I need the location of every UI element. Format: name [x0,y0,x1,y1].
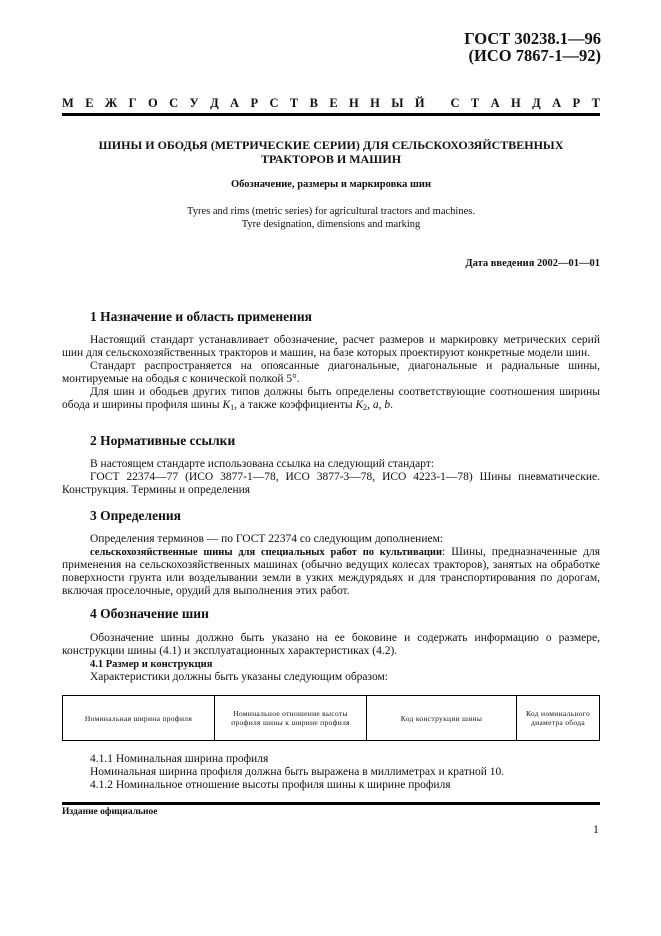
section-3-heading: 3 Определения [90,508,181,523]
item-4-1-1-heading: 4.1.1 Номинальная ширина профиля [90,753,269,765]
banner-letter: Г [128,96,137,110]
table-cell-nominal-width: Номинальная ширина профиля [63,696,215,741]
banner-letter: А [230,96,240,110]
section-3-definition: сельскохозяйственные шины для специальных работ по культивации: Шины, предназначенные для применения на сельскохозяйственных машинах (обычно ведущих колесах тракторов), занятых на обработке поверхности грунта или возделывании земли в узких междурядьях и для транспортирования по дорогам, включая проселочные, орудий для выполнения этих работ. [62,546,600,597]
section-2-paragraph-1: В настоящем стандарте использована ссылка на следующий стандарт: [90,458,435,470]
section-1-paragraph-3: Для шин и ободьев других типов должны быть определены соответствующие соотношения ширины обода и ширины профиля шины $K_1$, а также коэффициенты $K_2$, a, b. [62,386,600,412]
banner-letter: Ж [104,96,118,110]
table-cell-rim-diameter-code: Код номинального диаметра обода [517,696,600,741]
banner-letter: Т [470,96,480,110]
table-row [63,696,600,741]
section-1-heading: 1 Назначение и область применения [90,309,312,324]
banner-letter [436,96,439,111]
banner-letter: С [269,96,279,110]
title-line-1: ШИНЫ И ОБОДЬЯ (МЕТРИЧЕСКИЕ СЕРИИ) ДЛЯ СЕЛЬСКОХОЗЯЙСТВЕННЫХ [98,138,564,152]
banner-letter: Р [250,96,259,110]
banner-letter: Р [572,96,581,110]
banner-letter: Е [85,96,94,110]
banner-letter: Д [532,96,541,110]
interstate-standard-banner [62,96,600,111]
banner-letter: Д [210,96,219,110]
section-4-paragraph-1: Обозначение шины должно быть указано на ее боковине и содержать информацию о размере, конструкции шины (4.1) и эксплуатационных характеристиках (4.2). [62,632,600,657]
defined-term: сельскохозяйственные шины для специальных работ по культивации [90,547,443,558]
banner-letter: Е [329,96,338,110]
english-title-line-2: Tyre designation, dimensions and marking [241,219,421,230]
page-number: 1 [593,822,599,836]
tyre-designation-table [62,695,600,741]
introduction-date: Дата введения 2002—01—01 [465,258,600,269]
table-cell-aspect-ratio: Номинальное отношение высоты профиля шины к ширине профиля [215,696,367,741]
banner-letter: У [189,96,199,110]
official-edition-note: Издание официальное [62,807,158,817]
banner-letter: Т [289,96,299,110]
banner-letter: В [309,96,318,110]
banner-letter: М [62,96,74,110]
banner-letter: С [450,96,460,110]
section-4-body [62,632,600,684]
banner-letter: А [552,96,562,110]
subsection-4-1-heading: 4.1 Размер и конструкция [90,659,213,670]
banner-letter: О [147,96,158,110]
iso-code: (ИСО 7867-1—92) [468,46,601,65]
banner-letter: Н [349,96,359,110]
document-subtitle: Обозначение, размеры и маркировка шин [230,179,432,190]
table-cell-construction-code: Код конструкции шины [367,696,517,741]
document-designation [464,30,601,64]
item-4-1-1-text: Номинальная ширина профиля должна быть выражена в миллиметрах и кратной 10. [90,766,505,778]
banner-letter: Ы [391,96,404,110]
document-title [62,139,600,166]
banner-letter: Н [370,96,380,110]
banner-letter: Й [414,96,425,110]
section-2-body [62,458,600,497]
footer-rule [62,802,600,805]
header-rule [62,113,600,116]
section-3-body [62,533,600,598]
section-4-items [62,753,600,792]
section-2-reference: ГОСТ 22374—77 (ИСО 3877-1—78, ИСО 3877-3—78, ИСО 4223-1—78) Шины пневматические. Конструкция. Термины и определения [62,471,600,496]
banner-letter: С [169,96,179,110]
section-3-paragraph-1: Определения терминов — по ГОСТ 22374 со следующим дополнением: [90,533,444,545]
banner-letter: Т [591,96,600,110]
gost-code: ГОСТ 30238.1—96 [464,29,601,48]
banner-letter: А [490,96,500,110]
section-1-body [62,334,600,414]
section-4-heading: 4 Обозначение шин [90,606,209,621]
item-4-1-2-heading: 4.1.2 Номинальное отношение высоты профиля шины к ширине профиля [90,779,451,791]
title-line-2: ТРАКТОРОВ И МАШИН [260,151,402,166]
section-4-paragraph-2: Характеристики должны быть указаны следующим образом: [90,671,389,683]
english-title [62,205,600,231]
section-2-heading: 2 Нормативные ссылки [90,433,236,448]
banner-letter: Н [511,96,521,110]
section-1-paragraph-2: Стандарт распространяется на опоясанные диагональные, диагональные и радиальные шины, монтируемые на ободья с конической полкой 5°. [62,360,600,385]
section-1-paragraph-1: Настоящий стандарт устанавливает обозначение, расчет размеров и маркировку метрических серий шин для сельскохозяйственных тракторов и машин, на базе которых проектируют конкретные модели шин. [62,334,600,359]
english-title-line-1: Tyres and rims (metric series) for agricultural tractors and machines. [187,206,475,217]
